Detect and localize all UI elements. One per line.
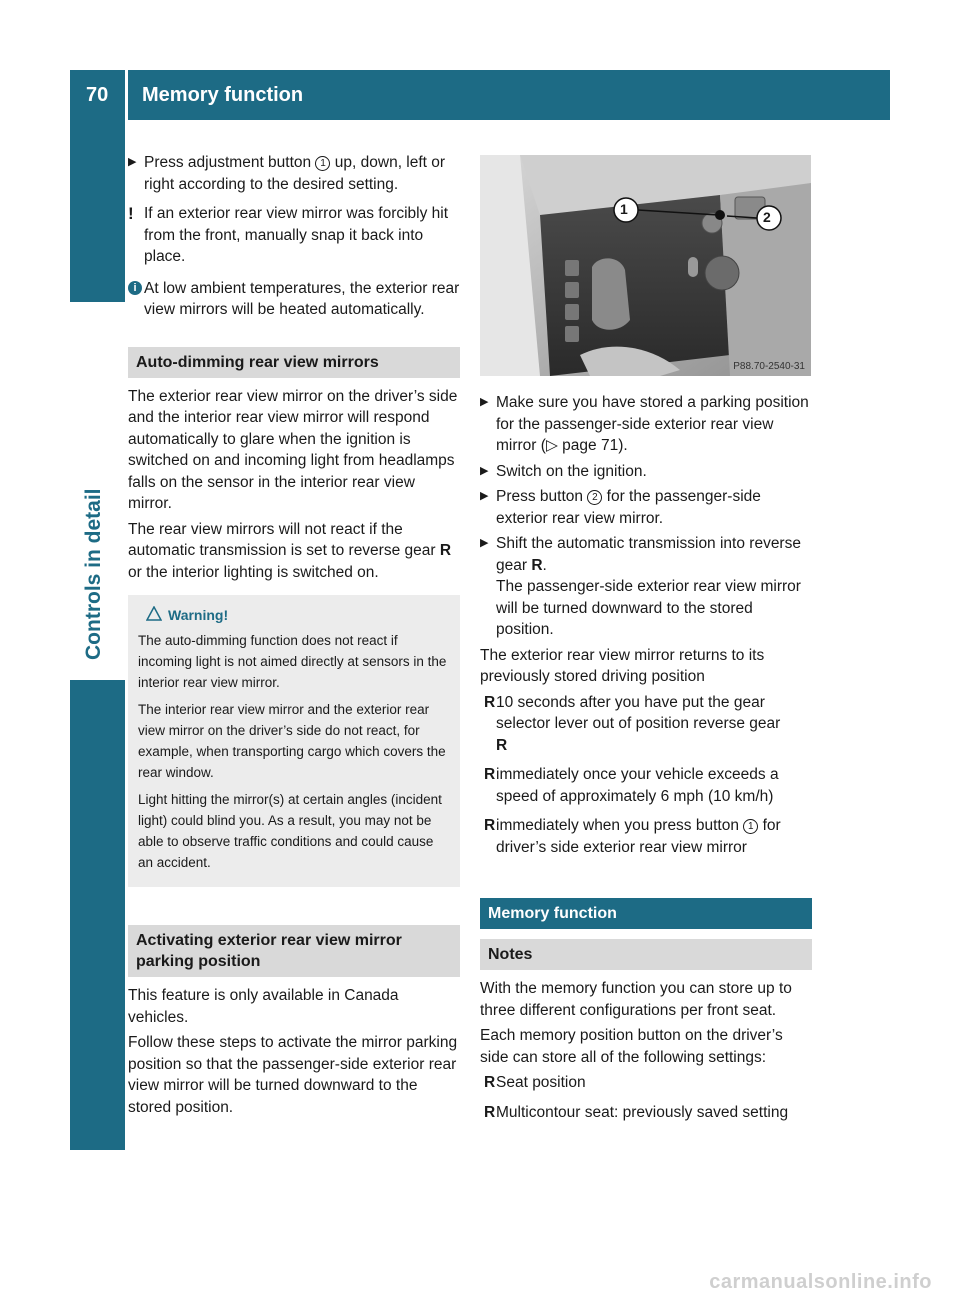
section-heading-parking: Activating exterior rear view mirror parking position [128,925,460,977]
watermark: carmanualsonline.info [709,1271,932,1293]
bullet-text: immediately once your vehicle exceeds a speed of approximately 6 mph (10 km/h) [496,766,779,805]
warning-box [128,595,460,887]
callout-overlay [480,155,811,376]
paragraph: The exterior rear view mirror returns to its previously stored driving position [480,646,765,685]
side-tab-marker [70,250,125,302]
side-tab-label: Controls in detail [82,488,105,660]
page-ref-icon: ▷ [545,437,563,454]
caution-text: If an exterior rear view mirror was forcibly hit from the front, manually snap it back into place. [144,205,449,265]
step-text: Press adjustment button [144,154,312,171]
warning-title [138,605,450,626]
paragraph: This feature is only available in Canada vehicles. [128,987,399,1026]
step-text: ). [618,437,628,454]
step-arrow-icon: ▶ [480,537,489,549]
bullet-marker: R [484,817,496,834]
step-item [480,486,812,529]
info-icon: i [128,281,142,295]
paragraph: The exterior rear view mirror on the driver’s side and the interior rear view mirror will respond automatically to glare when the ignition is switched on and incoming light from headlamps falls on the sensor in the interior rear view mirror. [128,387,458,512]
bullet-item [480,1072,812,1094]
warning-title-text: Warning! [168,607,229,623]
bullet-text: Multicontour seat: previously saved setting [496,1103,789,1121]
callout-2: 2 [587,490,602,505]
step-arrow-icon: ▶ [480,464,489,477]
step-item [480,533,812,641]
left-column [128,152,460,1122]
paragraph [128,519,460,584]
step-item [128,152,460,195]
bullet-text: Seat position [496,1074,586,1091]
step-text: . [542,556,547,574]
section-heading-memory: Memory function [480,898,812,929]
paragraph: Each memory position button on the driver’s side can store all of the following settings: [480,1027,783,1066]
callout-1: 1 [743,819,758,834]
bullet-item [480,1102,812,1124]
section-heading-autodim: Auto-dimming rear view mirrors [128,347,460,378]
header-divider [125,70,128,120]
paragraph: Follow these steps to activate the mirror parking position so that the passenger-side exterior rear view mirror will be turned downward to the stored position. [128,1034,458,1116]
warning-triangle-icon [146,606,162,627]
page-reference-link[interactable]: page 71 [562,437,619,454]
bullet-text: immediately when you press button [496,817,739,834]
photo-callout-1: 1 [620,201,628,217]
bullet-item [480,815,812,858]
step-text: Make sure you have stored a parking position for the passenger-side exterior rear view mirror ( [496,394,809,454]
gear-letter: R [439,542,452,559]
bullet-marker: R [484,1103,496,1121]
info-note [128,278,460,321]
step-arrow-icon: ▶ [480,396,489,408]
warning-paragraph: The auto-dimming function does not react if incoming light is not aimed directly at sensors in the interior rear view mirror. [138,633,447,690]
bullet-text: 10 seconds after you have put the gear selector lever out of position reverse gear [496,693,781,732]
step-text: up, down, left or right according to the desired setting. [144,154,446,193]
right-column [480,392,812,1131]
warning-paragraph: Light hitting the mirror(s) at certain angles (incident light) could blind you. As a result, you may not be able to observe traffic conditions and could cause an accident. [138,792,442,870]
step-item [480,392,812,457]
paragraph-text: The rear view mirrors will not react if the automatic transmission is set to reverse gear [128,520,436,559]
gear-letter: R [496,736,508,754]
bullet-marker: R [484,766,496,783]
step-text: for the passenger-side exterior rear view mirror. [496,488,761,527]
step-result-text: The passenger-side exterior rear view mirror will be turned downward to the stored position. [496,578,801,638]
warning-paragraph: The interior rear view mirror and the exterior rear view mirror on the driver’s side do not react, for example, when transporting cargo which covers the rear window. [138,702,446,780]
bullet-item [480,692,812,757]
callout-1: 1 [315,156,330,171]
step-text: Press button [496,488,584,505]
step-item [480,461,812,483]
exclamation-icon: ! [128,204,134,223]
bullet-text: for driver’s side exterior rear view mirror [496,817,781,856]
section-heading-notes: Notes [480,939,812,970]
photo-code: P88.70-2540-31 [733,361,805,372]
bullet-item [480,764,812,807]
step-arrow-icon: ▶ [480,490,489,502]
step-arrow-icon: ▶ [128,156,137,168]
paragraph-text: or the interior lighting is switched on. [128,563,379,581]
info-text: At low ambient temperatures, the exterior rear view mirrors will be heated automatically. [144,279,460,318]
mirror-control-photo [480,155,811,376]
gear-letter: R [531,556,543,574]
bullet-marker: R [484,1074,496,1091]
step-text: Shift the automatic transmission into reverse gear [496,535,801,574]
page-number: 70 [86,84,109,106]
step-text: Switch on the ignition. [496,462,647,480]
caution-note [128,203,460,268]
paragraph: With the memory function you can store up to three different configurations per front seat. [480,980,792,1019]
photo-callout-2: 2 [763,209,771,225]
page-title: Memory function [142,84,304,106]
bullet-marker: R [484,693,496,711]
